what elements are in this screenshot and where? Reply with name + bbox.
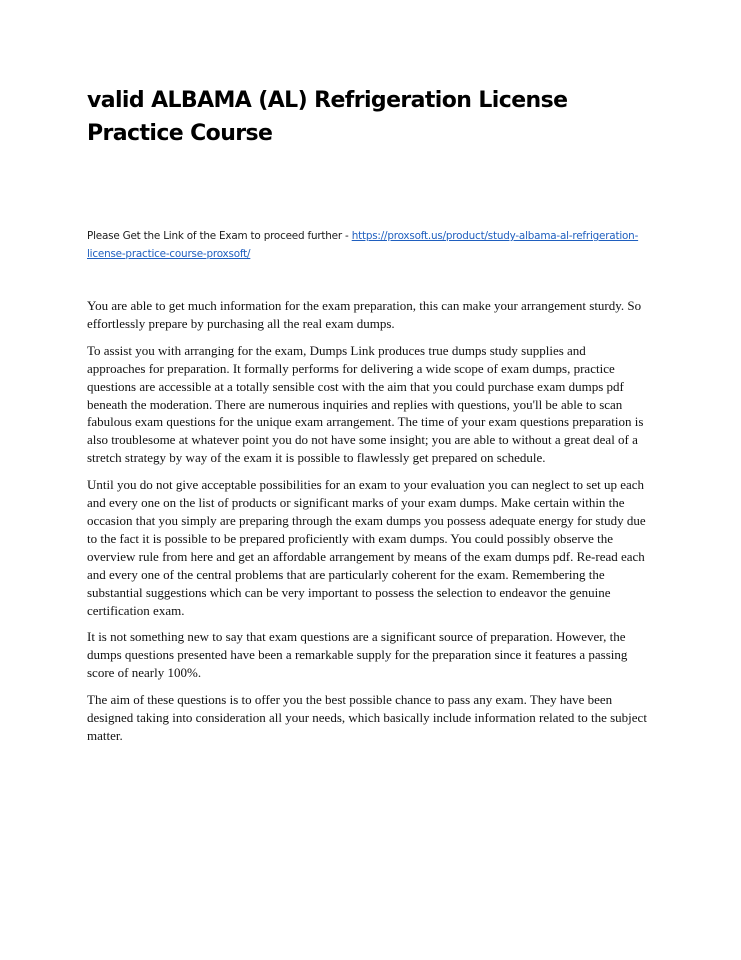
exam-link[interactable]: https://proxsoft.us/product/study-albama-al-refrigeration-license-practice-course-proxsoft/ <box>87 230 639 260</box>
paragraph-5: The aim of these questions is to offer you the best possible chance to pass any exam. They have been designed taking into consideration all your needs, which basically include information related to the subject matter. <box>87 692 647 743</box>
paragraph-1: You are able to get much information for the exam preparation, this can make your arrangement sturdy. So effortlessly prepare by purchasing all the real exam dumps. <box>87 298 642 331</box>
link-intro-text: Please Get the Link of the Exam to proceed further - <box>87 230 352 242</box>
paragraph-3: Until you do not give acceptable possibilities for an exam to your evaluation you can neglect to set up each and every one on the list of products or significant marks of your exam dumps. Make certain within the occasion that you simply are preparing through the exam dumps you possess adequate energy for study due to the fact it is possible to be prepared proficiently with exam dumps. You could possibly observe the overview rule from here and get an affordable arrangement by means of the exam dumps pdf. Re-read each and every one of the central problems that are particularly coherent for the exam. Remembering the substantial suggestions which can be very important to possess the selection to endeavor the genuine certification exam. <box>87 477 646 618</box>
page-title: valid ALBAMA (AL) Refrigeration License Practice Course <box>87 88 568 146</box>
paragraph-2: To assist you with arranging for the exam, Dumps Link produces true dumps study supplies and approaches for preparation. It formally performs for delivering a wide scope of exam dumps, practice questions are accessible at a totally sensible cost with the aim that you could purchase exam dumps pdf beneath the moderation. There are numerous inquiries and replies with questions, you'll be able to scan fabulous exam questions for the unique exam arrangement. The time of your exam questions preparation is also troublesome at whatever point you do not have some insight; you are able to without a great deal of a stretch strategy by way of the exam it is possible to flawlessly get prepared on schedule. <box>87 342 644 466</box>
paragraph-4: It is not something new to say that exam questions are a significant source of preparation. However, the dumps questions presented have been a remarkable supply for the preparation since it features a passing score of nearly 100%. <box>87 629 628 681</box>
article-body <box>87 297 647 754</box>
exam-link-line <box>87 227 647 263</box>
